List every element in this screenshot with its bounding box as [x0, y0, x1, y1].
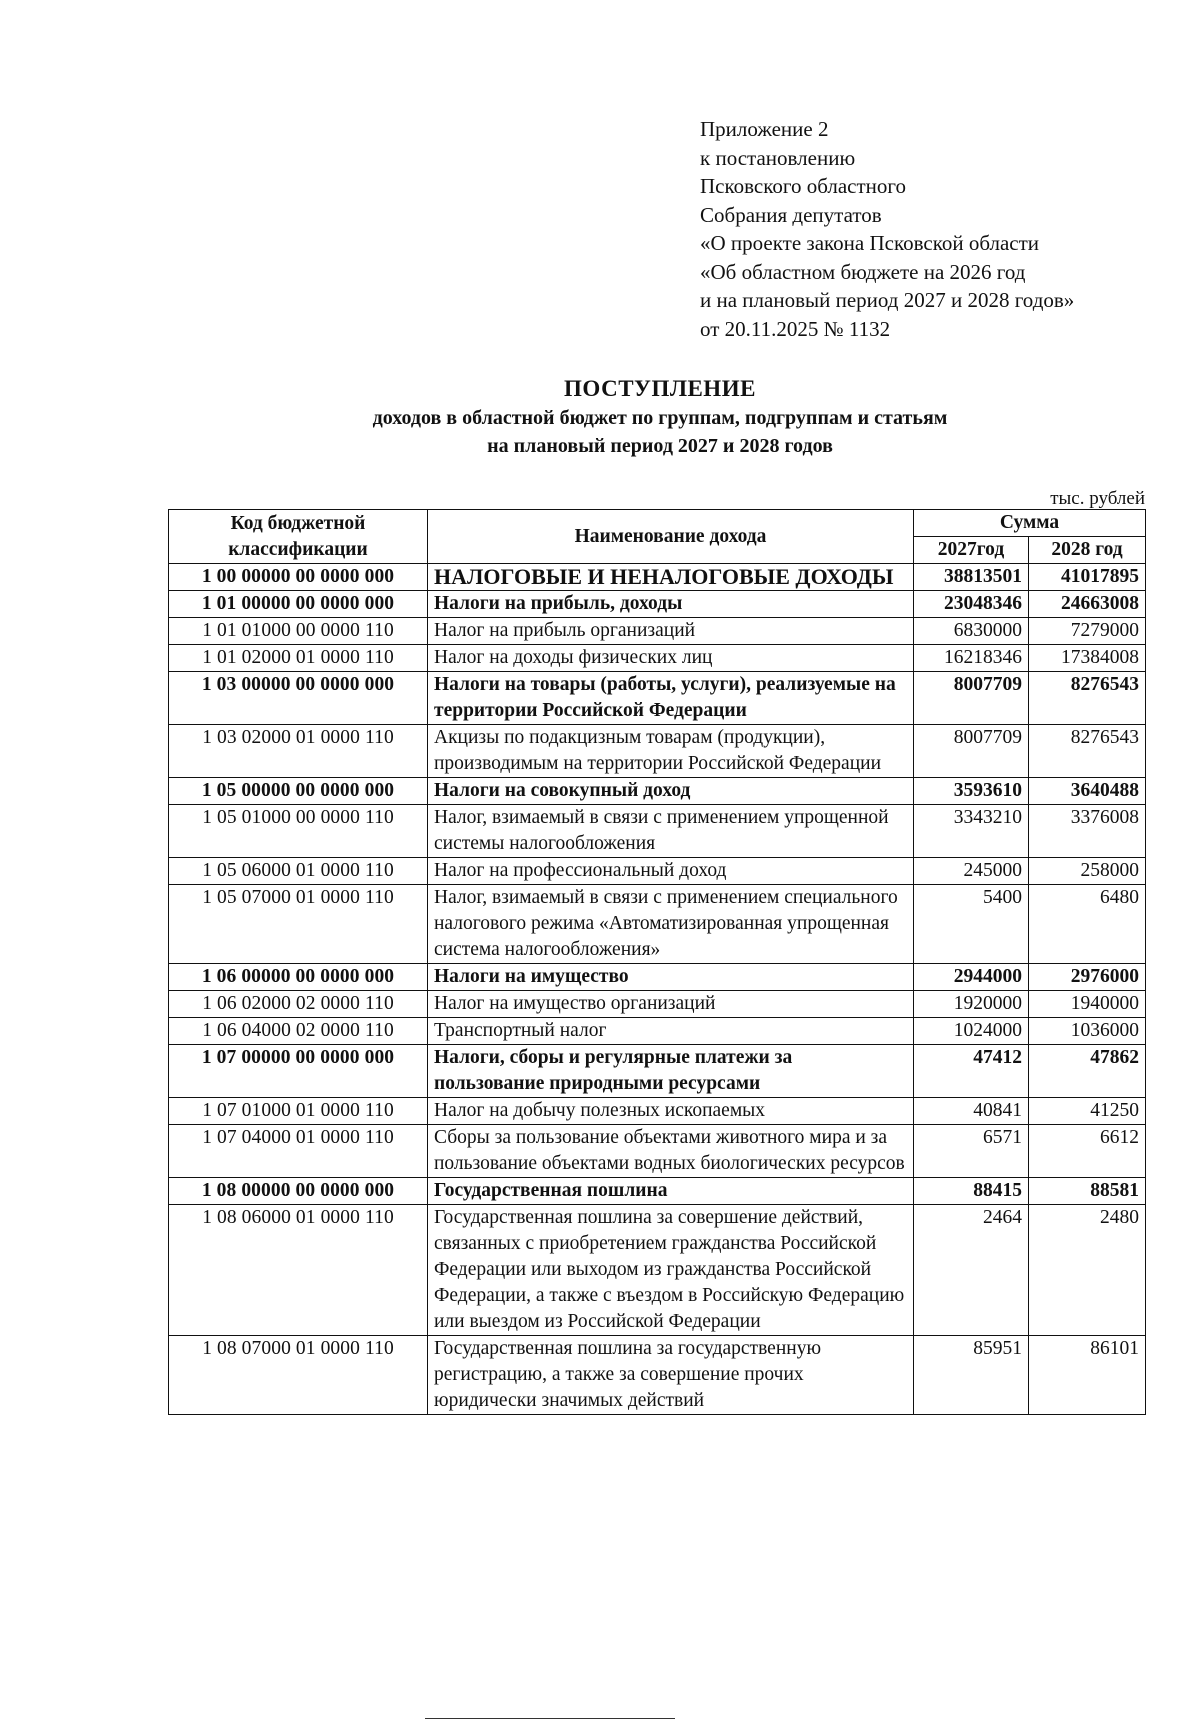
row-code: 1 06 04000 02 0000 110: [169, 1018, 428, 1045]
title-main: ПОСТУПЛЕНИЕ: [564, 376, 756, 401]
row-value-2027: 8007709: [914, 725, 1029, 778]
table-row: [169, 591, 1146, 618]
table-row: [169, 1205, 1146, 1336]
row-value-2028: 24663008: [1029, 591, 1146, 618]
row-value-2028: 7279000: [1029, 618, 1146, 645]
attachment-line: от 20.11.2025 № 1132: [700, 316, 891, 341]
row-value-2027: 8007709: [914, 672, 1029, 725]
row-value-2027: 23048346: [914, 591, 1029, 618]
row-code: 1 01 00000 00 0000 000: [169, 591, 428, 618]
table-row: [169, 805, 1146, 858]
row-name: Налог, взимаемый в связи с применением упрощенной системы налогообложения: [428, 805, 914, 858]
row-code: 1 07 01000 01 0000 110: [169, 1098, 428, 1125]
header-name: Наименование дохода: [428, 510, 914, 564]
row-code: 1 07 04000 01 0000 110: [169, 1125, 428, 1178]
row-value-2027: 3343210: [914, 805, 1029, 858]
row-value-2027: 1024000: [914, 1018, 1029, 1045]
row-name: Государственная пошлина за совершение действий, связанных с приобретением гражданства Российской Федерации или выходом из гражданства Российской Федерации, а также с въездом в Российскую Федерацию или выездом из Российской Федерации: [428, 1205, 914, 1336]
table-row: [169, 991, 1146, 1018]
row-value-2028: 6480: [1029, 885, 1146, 964]
row-name: Налоги на имущество: [428, 964, 914, 991]
table-row: [169, 564, 1146, 591]
row-name: Акцизы по подакцизным товарам (продукции), производимым на территории Российской Федерации: [428, 725, 914, 778]
row-name: Налог на профессиональный доход: [428, 858, 914, 885]
row-value-2027: 2464: [914, 1205, 1029, 1336]
row-name: Транспортный налог: [428, 1018, 914, 1045]
row-name: Налог на добычу полезных ископаемых: [428, 1098, 914, 1125]
row-value-2028: 2976000: [1029, 964, 1146, 991]
row-code: 1 03 00000 00 0000 000: [169, 672, 428, 725]
row-value-2027: 85951: [914, 1336, 1029, 1415]
row-name: НАЛОГОВЫЕ И НЕНАЛОГОВЫЕ ДОХОДЫ: [428, 564, 914, 591]
row-value-2027: 6571: [914, 1125, 1029, 1178]
table-row: [169, 618, 1146, 645]
row-value-2027: 38813501: [914, 564, 1029, 591]
attachment-line: и на плановый период 2027 и 2028 годов»: [700, 288, 1075, 312]
attachment-line: к постановлению: [700, 145, 856, 170]
income-table: [168, 509, 1146, 1415]
table-row: [169, 1125, 1146, 1178]
row-code: 1 08 07000 01 0000 110: [169, 1336, 428, 1415]
row-name: Налоги на товары (работы, услуги), реализуемые на территории Российской Федерации: [428, 672, 914, 725]
row-value-2028: 2480: [1029, 1205, 1146, 1336]
row-value-2028: 3376008: [1029, 805, 1146, 858]
row-code: 1 05 00000 00 0000 000: [169, 778, 428, 805]
row-name: Налог на прибыль организаций: [428, 618, 914, 645]
row-value-2028: 1940000: [1029, 991, 1146, 1018]
row-value-2028: 88581: [1029, 1178, 1146, 1205]
row-value-2028: 86101: [1029, 1336, 1146, 1415]
row-value-2027: 2944000: [914, 964, 1029, 991]
row-value-2027: 16218346: [914, 645, 1029, 672]
row-code: 1 01 01000 00 0000 110: [169, 618, 428, 645]
row-name: Налоги на совокупный доход: [428, 778, 914, 805]
row-value-2028: 8276543: [1029, 725, 1146, 778]
attachment-line: «Об областном бюджете на 2026 год: [700, 259, 1026, 284]
row-value-2028: 258000: [1029, 858, 1146, 885]
units-label: тыс. рублей: [1050, 488, 1145, 509]
page-bottom-divider: [425, 1718, 675, 1719]
row-name: Налоги, сборы и регулярные платежи за пользование природными ресурсами: [428, 1045, 914, 1098]
row-code: 1 08 06000 01 0000 110: [169, 1205, 428, 1336]
row-value-2027: 88415: [914, 1178, 1029, 1205]
row-code: 1 01 02000 01 0000 110: [169, 645, 428, 672]
row-value-2028: 8276543: [1029, 672, 1146, 725]
row-value-2028: 47862: [1029, 1045, 1146, 1098]
table-row: [169, 725, 1146, 778]
attachment-line: «О проекте закона Псковской области: [700, 231, 1040, 255]
header-code: Код бюджетной классификации: [169, 510, 428, 564]
row-value-2027: 40841: [914, 1098, 1029, 1125]
document-title: [160, 374, 1160, 460]
row-code: 1 05 01000 00 0000 110: [169, 805, 428, 858]
table-row: [169, 1178, 1146, 1205]
row-name: Налог на имущество организаций: [428, 991, 914, 1018]
table-body: [169, 564, 1146, 1415]
table-row: [169, 645, 1146, 672]
header-year-2027: 2027год: [914, 537, 1029, 564]
row-value-2028: 41250: [1029, 1098, 1146, 1125]
table-row: [169, 1045, 1146, 1098]
attachment-header: [700, 115, 1140, 343]
attachment-line: Приложение 2: [700, 117, 829, 141]
row-name: Государственная пошлина за государственную регистрацию, а также за совершение прочих юридически значимых действий: [428, 1336, 914, 1415]
row-code: 1 05 07000 01 0000 110: [169, 885, 428, 964]
header-sum: Сумма: [914, 510, 1146, 537]
row-code: 1 06 02000 02 0000 110: [169, 991, 428, 1018]
row-value-2028: 3640488: [1029, 778, 1146, 805]
table-row: [169, 672, 1146, 725]
row-code: 1 06 00000 00 0000 000: [169, 964, 428, 991]
row-code: 1 05 06000 01 0000 110: [169, 858, 428, 885]
row-name: Налог на доходы физических лиц: [428, 645, 914, 672]
row-value-2027: 245000: [914, 858, 1029, 885]
title-subtitle-line-2: на плановый период 2027 и 2028 годов: [487, 435, 833, 457]
row-code: 1 08 00000 00 0000 000: [169, 1178, 428, 1205]
row-value-2028: 17384008: [1029, 645, 1146, 672]
header-year-2028: 2028 год: [1029, 537, 1146, 564]
row-value-2028: 41017895: [1029, 564, 1146, 591]
row-value-2027: 6830000: [914, 618, 1029, 645]
row-value-2027: 47412: [914, 1045, 1029, 1098]
table-row: [169, 1018, 1146, 1045]
row-value-2028: 6612: [1029, 1125, 1146, 1178]
row-name: Налог, взимаемый в связи с применением специального налогового режима «Автоматизированная упрощенная система налогообложения»: [428, 885, 914, 964]
table-row: [169, 885, 1146, 964]
row-code: 1 00 00000 00 0000 000: [169, 564, 428, 591]
row-value-2028: 1036000: [1029, 1018, 1146, 1045]
table-row: [169, 1336, 1146, 1415]
row-name: Налоги на прибыль, доходы: [428, 591, 914, 618]
attachment-line: Собрания депутатов: [700, 202, 882, 227]
row-code: 1 07 00000 00 0000 000: [169, 1045, 428, 1098]
row-name: Сборы за пользование объектами животного мира и за пользование объектами водных биологических ресурсов: [428, 1125, 914, 1178]
row-value-2027: 5400: [914, 885, 1029, 964]
table-row: [169, 778, 1146, 805]
row-value-2027: 1920000: [914, 991, 1029, 1018]
table-row: [169, 1098, 1146, 1125]
table-header-row: [169, 510, 1146, 537]
title-subtitle-line-1: доходов в областной бюджет по группам, подгруппам и статьям: [372, 407, 948, 429]
row-value-2027: 3593610: [914, 778, 1029, 805]
row-code: 1 03 02000 01 0000 110: [169, 725, 428, 778]
attachment-line: Псковского областного: [700, 174, 907, 198]
row-name: Государственная пошлина: [428, 1178, 914, 1205]
table-row: [169, 858, 1146, 885]
table-row: [169, 964, 1146, 991]
